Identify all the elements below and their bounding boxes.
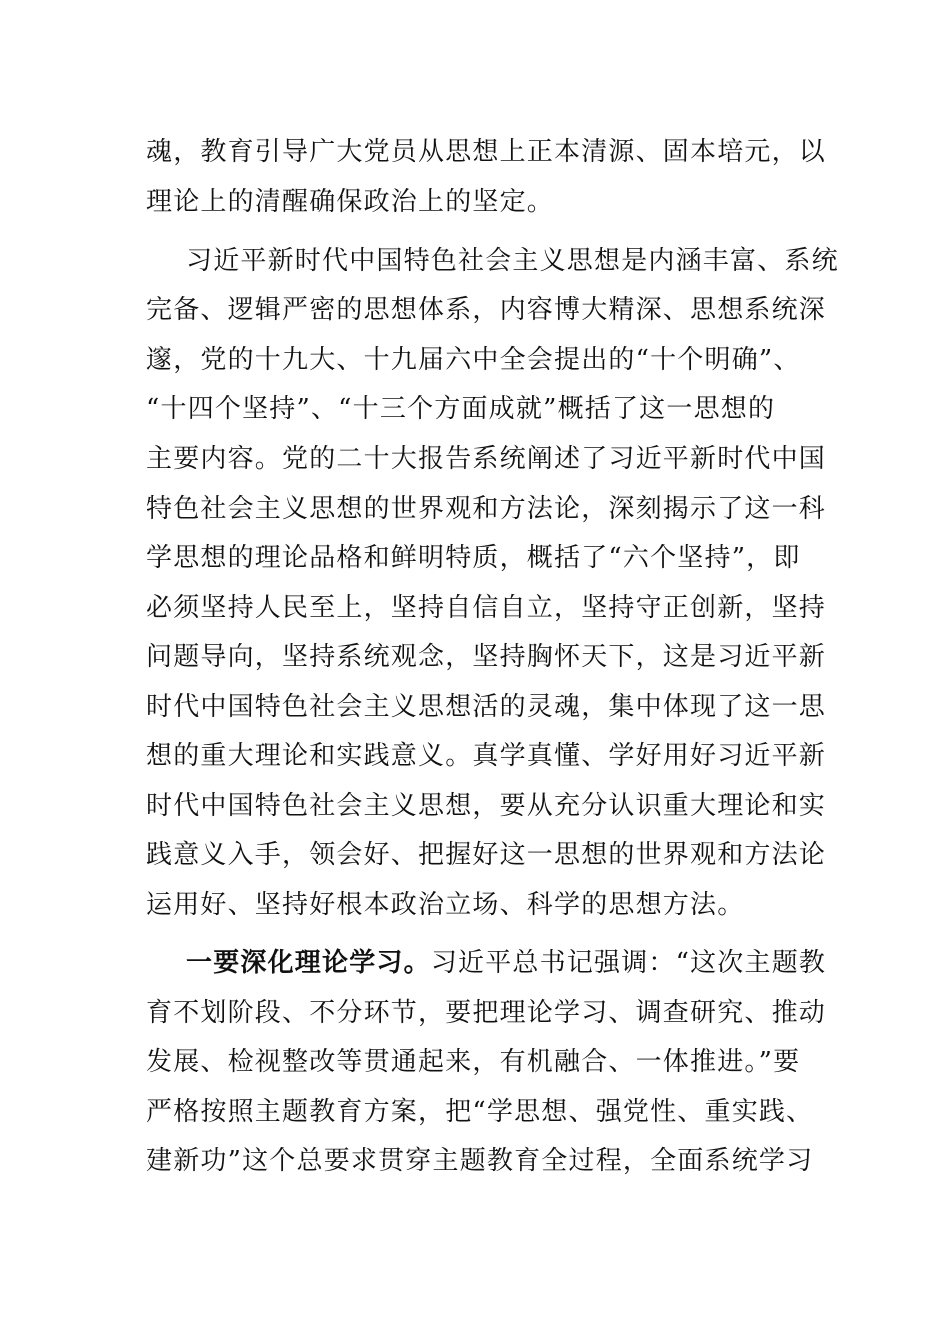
paragraph-2-line-13: 践意义入手，领会好、把握好这一思想的世界观和方法论: [146, 840, 827, 870]
paragraph-3-line-1: [186, 943, 866, 983]
paragraph-3-line-4: 严格按照主题教育方案，把“学思想、强党性、重实践、: [146, 1097, 814, 1127]
paragraph-2-line-5: 主要内容。党的二十大报告系统阐述了习近平新时代中国: [146, 444, 827, 474]
paragraph-2-line-9: 问题导向，坚持系统观念，坚持胸怀天下，这是习近平新: [146, 642, 827, 672]
paragraph-3-line-2: 育不划阶段、不分环节，要把理论学习、调查研究、推动: [146, 998, 827, 1028]
paragraph-2-line-10: 时代中国特色社会主义思想活的灵魂，集中体现了这一思: [146, 692, 827, 722]
paragraph-2-line-2: 完备、逻辑严密的思想体系，内容博大精深、思想系统深: [146, 295, 827, 325]
paragraph-2-line-11: 想的重大理论和实践意义。真学真懂、学好用好习近平新: [146, 741, 827, 771]
paragraph-2-line-14: 运用好、坚持好根本政治立场、科学的思想方法。: [146, 890, 745, 920]
paragraph-1-line-1: 魂，教育引导广大党员从思想上正本清源、固本培元，以: [146, 137, 827, 167]
paragraph-3-line-5: 建新功”这个总要求贯穿主题教育全过程，全面系统学习: [146, 1146, 814, 1176]
paragraph-2-line-8: 必须坚持人民至上，坚持自信自立，坚持守正创新，坚持: [146, 593, 827, 623]
paragraph-3-heading: 一要深化理论学习。: [186, 948, 431, 978]
paragraph-2-line-7: 学思想的理论品格和鲜明特质，概括了“六个坚持”，即: [146, 543, 801, 573]
paragraph-2-line-3: 邃，党的十九大、十九届六中全会提出的“十个明确”、: [146, 345, 801, 375]
paragraph-1-line-2: 理论上的清醒确保政治上的坚定。: [146, 187, 555, 217]
paragraph-3-line-1-text: 习近平总书记强调：“这次主题教: [430, 948, 827, 978]
paragraph-2-line-12: 时代中国特色社会主义思想，要从充分认识重大理论和实: [146, 791, 827, 821]
paragraph-2-line-1: 习近平新时代中国特色社会主义思想是内涵丰富、系统: [186, 246, 839, 276]
paragraph-3-line-3: 发展、检视整改等贯通起来，有机融合、一体推进。”要: [146, 1047, 801, 1077]
paragraph-2-line-4: “十四个坚持”、“十三个方面成就”概括了这一思想的: [146, 394, 776, 424]
paragraph-2-line-6: 特色社会主义思想的世界观和方法论，深刻揭示了这一科: [146, 494, 827, 524]
